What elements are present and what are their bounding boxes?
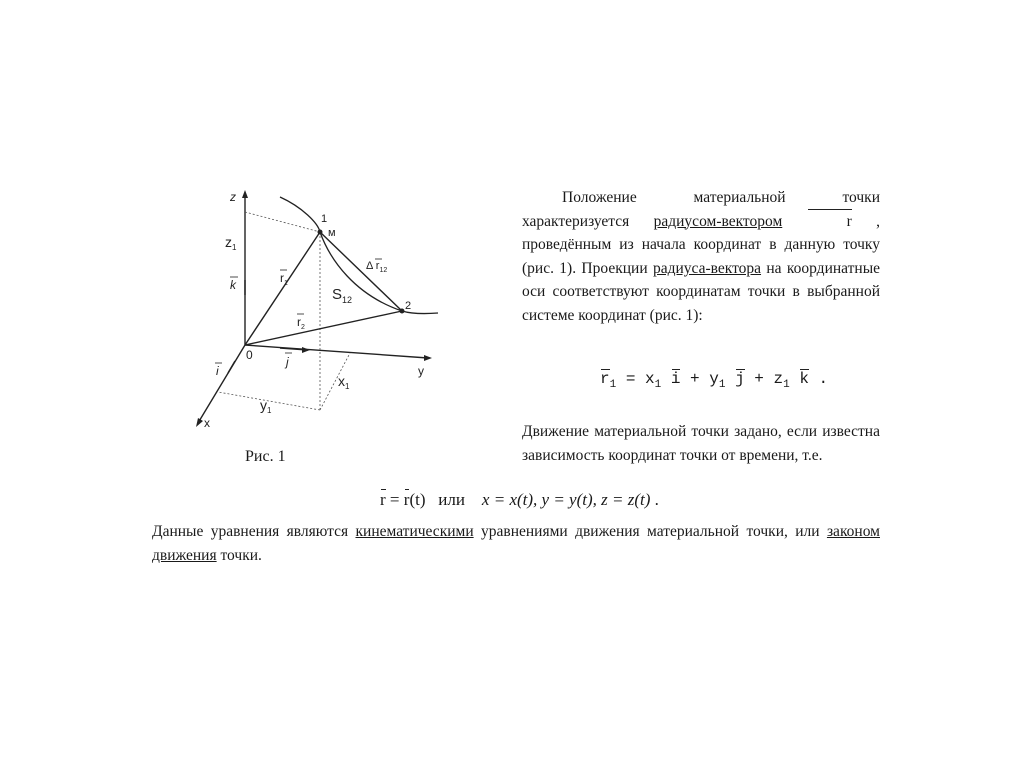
link-radius-vector[interactable]: радиусом-вектором [653,212,783,230]
label-point-m: м [328,227,336,239]
formula-part: = [385,490,404,509]
label-r2: $r_2$ [297,315,305,331]
figure-caption: Рис. 1 [245,448,286,465]
paragraph-kinematic [152,520,880,567]
text: , проведённым из начала координат в данную точку (рис. 1). Проекции [522,212,880,277]
label-x: x [204,416,210,430]
label-point-1: 1 [321,213,328,225]
point-2 [400,309,405,314]
text: уравнениями движения материальной точки, или [473,523,827,540]
coordinate-diagram [190,185,450,435]
text: на координатные оси соответствуют координатам точки в выбранной системе координат (рис. 1): [522,259,880,324]
link-radius-vector-2[interactable]: радиуса-вектора [652,259,762,277]
formula-k: k [799,370,809,388]
formula2-r-right: r [403,490,410,509]
label-z1: $z_1$ [225,234,237,252]
formula-part: или [425,490,482,509]
point-1 [318,230,323,235]
label-z: z [230,190,236,204]
label-y1: $y_1$ [260,397,272,415]
label-r1: $r_1$ [280,271,288,287]
paragraph-position [522,186,880,328]
figure-1 [190,185,450,435]
projection-z1 [245,212,320,232]
label-x1: $x_1$ [338,373,350,391]
label-k: k [230,278,236,292]
label-j: j [286,355,289,369]
link-kinematic[interactable]: кинематическими [355,523,474,540]
text [782,213,806,230]
label-point-2: 2 [405,300,412,312]
formula-part: + z [744,370,784,388]
formula-part: (t) [409,490,426,509]
sub: 1 [718,379,726,392]
vector-r1 [245,232,320,345]
vector-r2 [245,311,402,345]
sub: 1 [783,379,790,392]
formula2-r-left: r [380,490,386,509]
text: Данные уравнения являются [152,523,356,540]
formula-part: . [808,370,829,388]
unit-j-arrow [302,347,310,353]
y-axis [245,345,428,358]
formula-r: r [600,370,610,388]
formula-part: + y [680,370,719,388]
text: Положение материальной точки характеризуется [522,189,880,230]
paragraph-motion: Движение материальной точки задано, если известна зависимость координат точки от времени, т.е. [522,423,880,464]
unit-i [228,361,235,373]
y-axis-arrow [424,355,432,361]
z-axis-arrow [242,190,248,198]
formula-motion-law [380,490,659,510]
sub: 1 [654,379,662,392]
label-s12: $S_{12}$ [332,286,353,305]
formula2-equations: x = x(t), y = y(t), z = z(t) [481,490,651,509]
label-dr12: Δ $r_{12}$ [366,260,388,274]
vector-r-symbol: r [807,210,852,234]
x-axis [198,345,245,423]
label-i: i [216,364,219,378]
formula-j: j [735,370,745,388]
formula-radius-vector [600,370,828,391]
formula-part: = x [616,370,655,388]
link-law-of-motion[interactable]: законом движения [152,523,880,564]
text: точки. [216,546,262,564]
x-axis-arrow [196,418,203,427]
sub: 1 [609,379,617,392]
formula-i: i [670,370,681,388]
label-origin: 0 [246,348,253,362]
label-y: y [418,364,424,378]
formula-part: . [650,490,659,509]
